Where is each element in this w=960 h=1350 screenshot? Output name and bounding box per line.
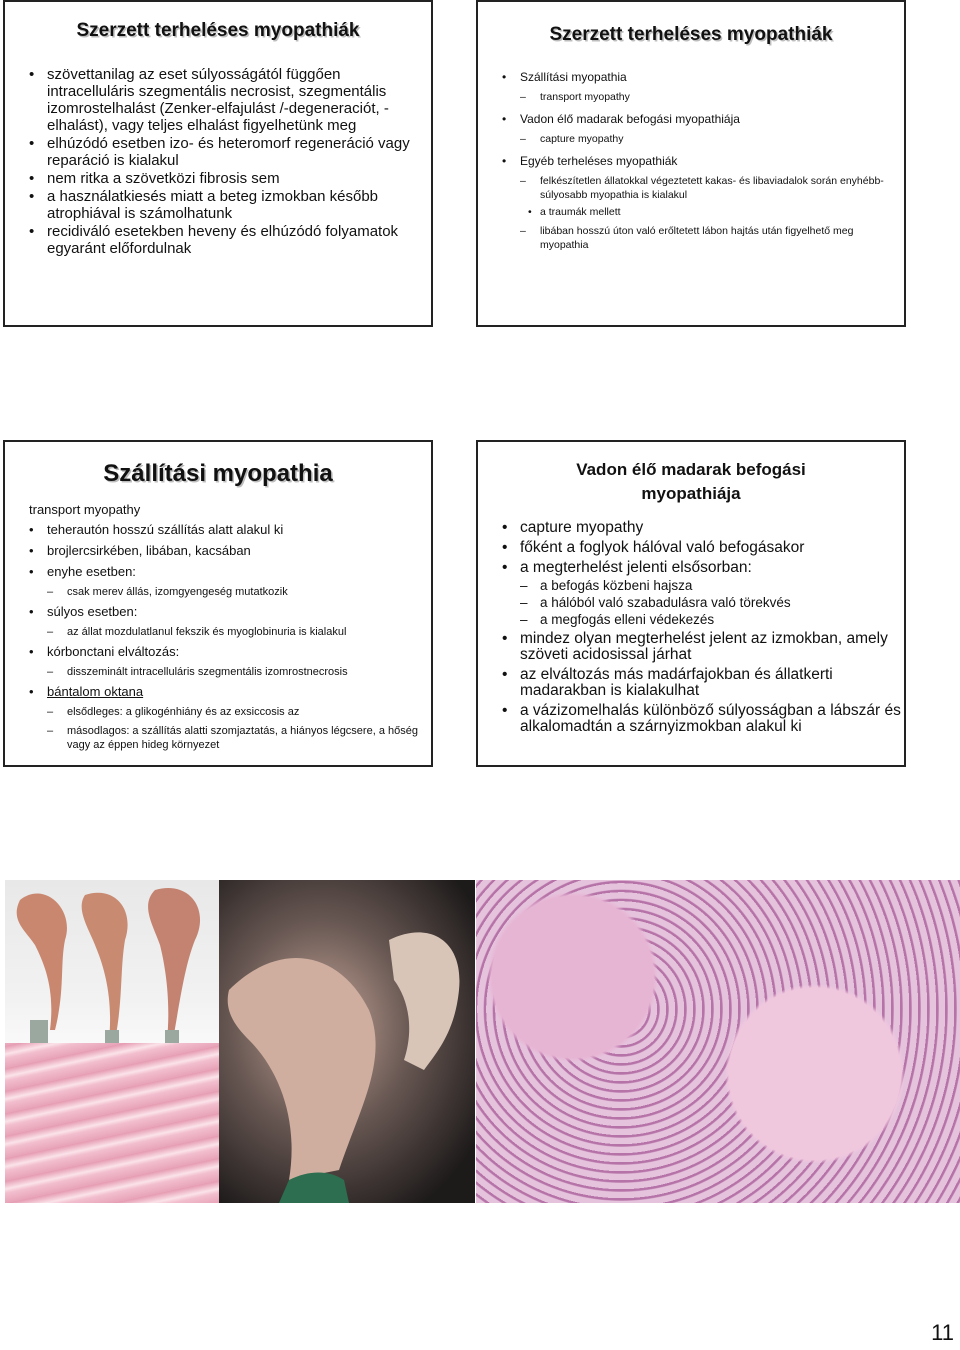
leg-muscle-shape [389,932,459,1070]
list-item: • Szállítási myopathia [478,70,904,85]
bullet-list [478,70,904,252]
slide-transport-myopathy [3,440,433,767]
list-item: • brojlercsirkében, libában, kacsában [5,543,431,559]
tissue-histology-photo [476,880,960,1203]
slide-subtitle: transport myopathy [29,502,141,517]
page-number: 11 [931,1320,954,1345]
list-subitem: – libában hosszú úton való erőltetett lábon hajtás után figyelhető meg myopathia [478,224,904,252]
list-item: • súlyos esetben: [5,604,431,620]
carcass-shape [82,893,128,1040]
bullet-list [5,522,431,752]
bird-leg-drawing [219,880,475,1203]
slide-title: Szerzett terheléses myopathiák [76,20,360,41]
list-item: • Vadon élő madarak befogási myopathiája [478,112,904,127]
list-subitem: – a megfogás elleni védekezés [478,612,904,627]
list-item: • a vázizomelhalás különböző súlyosságban a lábszár és alkalomadtán a szárnyizmokban alakul ki [478,703,904,735]
bullet-list [5,66,431,257]
list-item: • mindez olyan megterhelést jelent az izmokban, amely szöveti acidosissal járhat [478,631,904,663]
slide-myopathy-types [476,0,906,327]
list-subitem: – disszeminált intracelluláris szegmentális izomrostnecrosis [5,665,431,679]
slide-capture-myopathy [476,440,906,767]
list-subitem: – másodlagos: a szállítás alatti szomjaztatás, a hiányos légcsere, a hőség vagy az éppen hideg környezet [5,724,431,752]
carcass-shape [17,894,67,1030]
slide-title: Szállítási myopathia [103,460,333,487]
list-subitem: – csak merev állás, izomgyengeség mutatkozik [5,585,431,599]
list-item: • teherautón hosszú szállítás alatt alakul ki [5,522,431,538]
list-item: • Egyéb terheléses myopathiák [478,154,904,169]
list-item: • capture myopathy [478,520,904,536]
list-item: • enyhe esetben: [5,564,431,580]
list-item: • elhúzódó esetben izo- és heteromorf regeneráció vagy reparáció is kialakul [5,135,431,169]
list-item: • főként a foglyok hálóval való befogásakor [478,540,904,556]
list-subitem: – capture myopathy [478,132,904,146]
slide-myopathy-histology [3,0,433,327]
muscle-histology-photo [5,1043,219,1203]
bird-leg-photo [219,880,475,1203]
slide-title: Szerzett terheléses myopathiák [549,24,833,45]
list-item: • nem ritka a szövetközi fibrosis sem [5,170,431,187]
list-subsubitem: • a traumák mellett [478,205,904,219]
list-item [5,684,431,700]
list-item: • az elváltozás más madárfajokban és állatkerti madarakban is kialakulhat [478,667,904,699]
list-item: • recidiváló esetekben heveny és elhúzódó folyamatok egyaránt előfordulnak [5,223,431,257]
list-subitem: – transport myopathy [478,90,904,104]
slide-title-line: myopathiája [641,484,741,503]
leg-muscle-shape [228,958,376,1180]
underlined-text: bántalom oktana [47,684,144,699]
list-item: • szövettanilag az eset súlyosságától függően intracelluláris szegmentális necrosist, szegmentális izomrostelhalást (Zenker-elfajulást /-degeneraciót, -elhalást), vagy teljes elhalást figyelhetünk meg [5,66,431,134]
carcass-shape [148,888,200,1040]
slide-title [478,458,904,506]
list-subitem: – elsődleges: a glikogénhiány és az exsiccosis az [5,705,431,719]
list-subitem: – a befogás közbeni hajsza [478,578,904,593]
list-subitem: – felkészítetlen állatokkal végeztetett kakas- és libaviadalok során enyhébb-súlyosabb myopathia is kialakul [478,174,904,202]
list-subitem: – a hálóból való szabadulásra való törekvés [478,595,904,610]
list-item: • kórbonctani elváltozás: [5,644,431,660]
bullet-list [478,520,904,735]
list-item: • a megterhelést jelenti elsősorban: [478,560,904,576]
slide-title-line: Vadon élő madarak befogási [576,460,806,479]
list-item: • a használatkiesés miatt a beteg izmokban később atrophiával is számolhatunk [5,188,431,222]
list-subitem: – az állat mozdulatlanul fekszik és myoglobinuria is kialakul [5,625,431,639]
